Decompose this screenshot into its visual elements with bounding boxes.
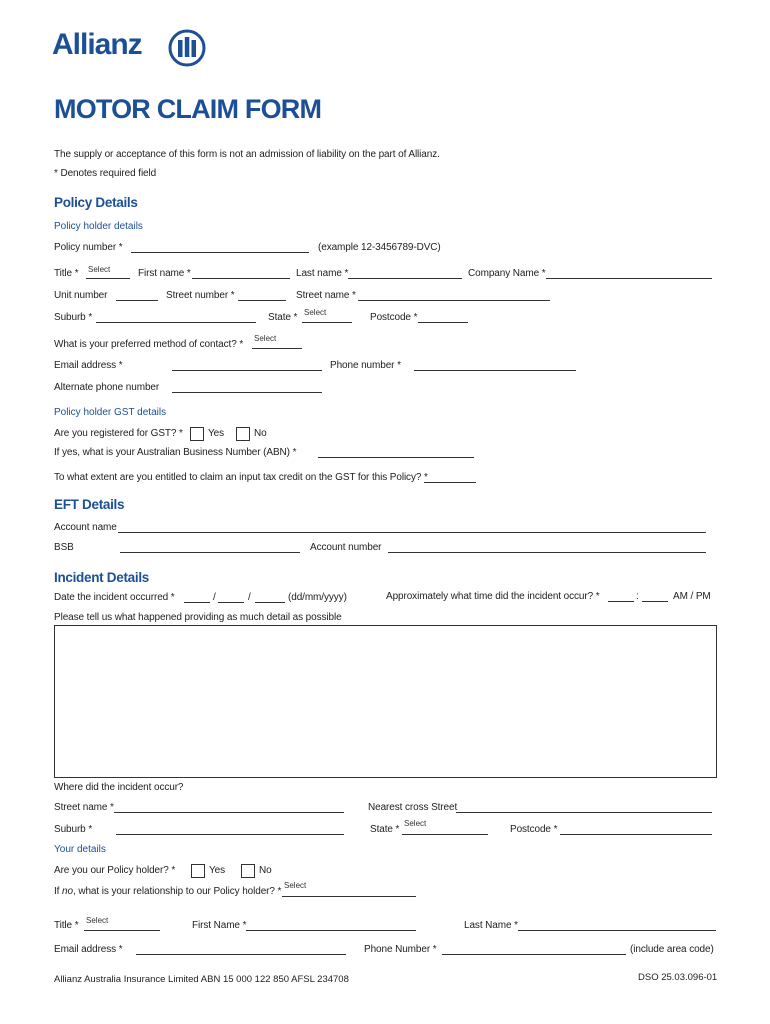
incident-date-label: Date the incident occurred * [54,592,175,603]
state-label: State * [268,312,298,323]
policy-holder-yes-label: Yes [209,865,226,876]
date-slash-2: / [248,592,251,603]
alt-phone-field[interactable] [172,392,322,393]
incident-where-label: Where did the incident occur? [54,782,184,793]
allianz-eagle-icon [168,29,206,72]
street-number-field[interactable] [238,300,286,301]
title-select[interactable]: Select [86,265,130,279]
title-label: Title * [54,268,79,279]
policy-holder-no-checkbox[interactable] [241,864,255,878]
contact-method-label: What is your preferred method of contact? * [54,339,244,350]
your-last-name-label: Last Name * [464,920,518,931]
incident-day-field[interactable] [184,602,210,603]
your-phone-label: Phone Number * [364,944,437,955]
street-number-label: Street number * [166,290,235,301]
incident-postcode-label: Postcode * [510,824,558,835]
date-format-hint: (dd/mm/yyyy) [288,592,347,603]
suburb-field[interactable] [96,322,256,323]
street-name-field[interactable] [358,300,550,301]
your-phone-field[interactable] [442,954,626,955]
policy-holder-question: Are you our Policy holder? * [54,865,176,876]
input-tax-field[interactable] [424,482,476,483]
gst-registered-label: Are you registered for GST? * [54,428,183,439]
your-first-name-label: First Name * [192,920,247,931]
bsb-label: BSB [54,542,74,553]
input-tax-label: To what extent are you entitled to claim an input tax credit on the GST for this Policy? * [54,472,428,483]
incident-suburb-label: Suburb * [54,824,93,835]
alt-phone-label: Alternate phone number [54,382,160,393]
gst-heading: Policy holder GST details [54,407,167,418]
policy-number-example: (example 12-3456789-DVC) [318,242,441,253]
your-first-name-field[interactable] [246,930,416,931]
unit-number-label: Unit number [54,290,108,301]
area-code-note: (include area code) [630,944,714,955]
incident-year-field[interactable] [255,602,285,603]
relationship-select[interactable]: Select [282,881,416,897]
policy-details-heading: Policy Details [54,195,138,210]
first-name-label: First name * [138,268,191,279]
incident-suburb-field[interactable] [116,834,344,835]
postcode-label: Postcode * [370,312,418,323]
disclaimer: The supply or acceptance of this form is not an admission of liability on the part of Allianz. [54,149,440,160]
policy-holder-heading: Policy holder details [54,221,143,232]
email-field[interactable] [172,370,322,371]
incident-hour-field[interactable] [608,601,634,602]
account-number-field[interactable] [388,552,706,553]
incident-description-textarea[interactable] [54,625,717,778]
account-name-field[interactable] [118,532,706,533]
incident-street-name-label: Street name * [54,802,114,813]
phone-field[interactable] [414,370,576,371]
relationship-label: If no, what is your relationship to our Policy holder? * [54,886,282,897]
incident-month-field[interactable] [218,602,244,603]
account-name-label: Account name [54,522,117,533]
your-title-select[interactable]: Select [84,916,160,931]
state-select[interactable]: Select [302,308,352,323]
page-title: MOTOR CLAIM FORM [54,94,322,124]
your-title-label: Title * [54,920,79,931]
footer-company: Allianz Australia Insurance Limited ABN 15 000 122 850 AFSL 234708 [54,974,349,985]
policy-number-label: Policy number * [54,242,123,253]
date-slash-1: / [213,592,216,603]
gst-no-checkbox[interactable] [236,427,250,441]
abn-field[interactable] [318,457,474,458]
policy-number-field[interactable] [131,252,309,253]
your-email-field[interactable] [136,954,346,955]
policy-holder-no-label: No [259,865,272,876]
abn-label: If yes, what is your Australian Business Number (ABN) * [54,447,297,458]
suburb-label: Suburb * [54,312,93,323]
last-name-field[interactable] [348,278,462,279]
footer-code: DSO 25.03.096-01 [638,972,718,983]
incident-heading: Incident Details [54,570,149,585]
your-details-heading: Your details [54,844,106,855]
gst-no-label: No [254,428,267,439]
contact-method-select[interactable]: Select [252,334,302,349]
account-number-label: Account number [310,542,382,553]
nearest-cross-field[interactable] [456,812,712,813]
time-colon: : [636,591,639,602]
gst-yes-label: Yes [208,428,225,439]
postcode-field[interactable] [418,322,468,323]
nearest-cross-label: Nearest cross Street [368,802,458,813]
bsb-field[interactable] [120,552,300,553]
your-last-name-field[interactable] [518,930,716,931]
incident-state-select[interactable]: Select [402,819,488,835]
ampm-label: AM / PM [673,591,711,602]
incident-state-label: State * [370,824,400,835]
street-name-label: Street name * [296,290,356,301]
description-prompt: Please tell us what happened providing as much detail as possible [54,612,342,623]
eft-heading: EFT Details [54,497,125,512]
email-label: Email address * [54,360,123,371]
company-name-label: Company Name * [468,268,546,279]
incident-minute-field[interactable] [642,601,668,602]
incident-postcode-field[interactable] [560,834,712,835]
incident-street-name-field[interactable] [114,812,344,813]
brand-name: Allianz [52,28,142,61]
your-email-label: Email address * [54,944,123,955]
company-name-field[interactable] [546,278,712,279]
incident-time-label: Approximately what time did the incident occur? * [386,591,600,602]
unit-number-field[interactable] [116,300,158,301]
phone-label: Phone number * [330,360,401,371]
first-name-field[interactable] [192,278,290,279]
last-name-label: Last name * [296,268,349,279]
required-note: * Denotes required field [54,168,157,179]
policy-holder-yes-checkbox[interactable] [191,864,205,878]
gst-yes-checkbox[interactable] [190,427,204,441]
